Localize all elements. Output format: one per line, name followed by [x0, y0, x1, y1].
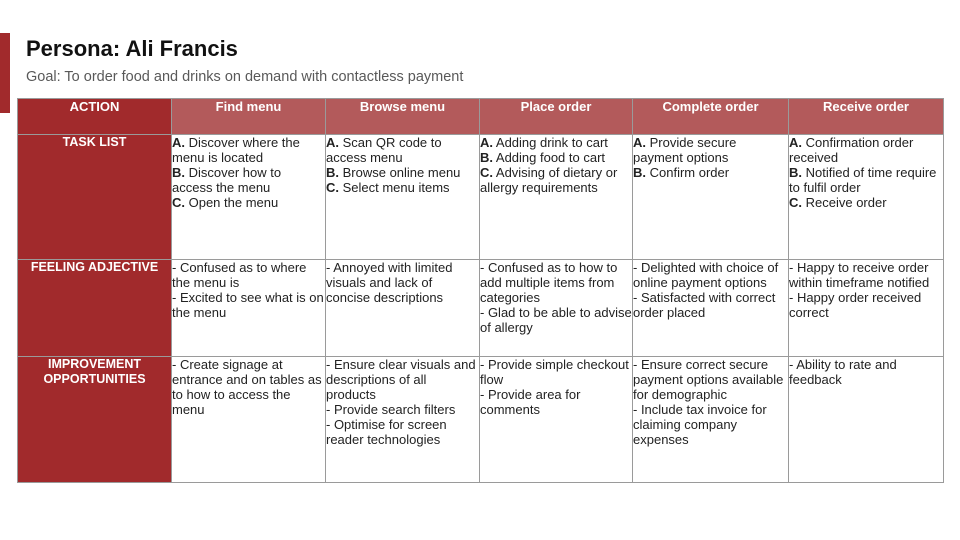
cell-line — [480, 135, 632, 150]
item-text: - Annoyed with limited visuals and lack of concise descriptions — [326, 260, 453, 305]
cell-line — [633, 402, 788, 447]
item-text: Receive order — [802, 195, 887, 210]
cell-find-menu — [172, 135, 326, 260]
item-letter: B. — [633, 165, 646, 180]
item-text: - Delighted with choice of online payment options — [633, 260, 779, 290]
cell-complete-order — [633, 357, 789, 483]
item-text: - Include tax invoice for claiming company expenses — [633, 402, 767, 447]
item-text: Advising of dietary or allergy requirements — [480, 165, 618, 195]
cell-line — [326, 417, 479, 447]
item-text: Select menu items — [339, 180, 450, 195]
item-letter: A. — [172, 135, 185, 150]
item-letter: C. — [172, 195, 185, 210]
item-text: Adding drink to cart — [493, 135, 608, 150]
cell-complete-order — [633, 135, 789, 260]
item-text: - Confused as to where the menu is — [172, 260, 307, 290]
table-header-row — [18, 99, 944, 135]
accent-bar — [0, 33, 10, 113]
item-letter: B. — [326, 165, 339, 180]
cell-browse-menu — [326, 135, 480, 260]
cell-line — [172, 290, 325, 320]
cell-receive-order — [789, 357, 944, 483]
item-letter: B. — [480, 150, 493, 165]
page-title: Persona: Ali Francis — [26, 36, 238, 61]
cell-line — [633, 260, 788, 290]
cell-line — [633, 135, 788, 165]
item-letter: A. — [633, 135, 646, 150]
stage-header-receive-order: Receive order — [789, 99, 944, 135]
row-header: IMPROVEMENT OPPORTUNITIES — [18, 357, 172, 483]
cell-find-menu — [172, 357, 326, 483]
item-text: - Optimise for screen reader technologies — [326, 417, 447, 447]
stage-header-complete-order: Complete order — [633, 99, 789, 135]
cell-line — [480, 305, 632, 335]
item-text: Browse online menu — [339, 165, 461, 180]
item-text: Confirm order — [646, 165, 730, 180]
customer-journey-table — [17, 98, 944, 483]
cell-line — [480, 260, 632, 305]
row-header: FEELING ADJECTIVE — [18, 260, 172, 357]
improvement-opportunities-row — [18, 357, 944, 483]
cell-line — [789, 165, 943, 195]
cell-line — [326, 180, 479, 195]
cell-line — [326, 402, 479, 417]
cell-line — [172, 165, 325, 195]
cell-complete-order — [633, 260, 789, 357]
cell-line — [326, 260, 479, 305]
item-text: - Happy to receive order within timeframe notified — [789, 260, 930, 290]
item-text: Adding food to cart — [493, 150, 606, 165]
item-text: - Excited to see what is on the menu — [172, 290, 324, 320]
cell-line — [480, 387, 632, 417]
cell-place-order — [480, 135, 633, 260]
cell-line — [172, 260, 325, 290]
cell-line — [172, 135, 325, 165]
cell-line — [789, 290, 943, 320]
item-letter: C. — [480, 165, 493, 180]
item-letter: C. — [789, 195, 802, 210]
item-text: - Glad to be able to advise of allergy — [480, 305, 632, 335]
item-text: - Provide area for comments — [480, 387, 581, 417]
item-letter: B. — [789, 165, 802, 180]
cell-find-menu — [172, 260, 326, 357]
cell-receive-order — [789, 260, 944, 357]
item-text: Confirmation order received — [789, 135, 914, 165]
item-letter: A. — [789, 135, 802, 150]
stage-header-browse-menu: Browse menu — [326, 99, 480, 135]
persona-goal: Goal: To order food and drinks on demand with contactless payment — [26, 69, 464, 85]
row-header: TASK LIST — [18, 135, 172, 260]
item-text: Open the menu — [185, 195, 279, 210]
stage-header-find-menu: Find menu — [172, 99, 326, 135]
cell-place-order — [480, 357, 633, 483]
cell-receive-order — [789, 135, 944, 260]
item-letter: B. — [172, 165, 185, 180]
stage-header-place-order: Place order — [480, 99, 633, 135]
cell-browse-menu — [326, 260, 480, 357]
item-text: - Ability to rate and feedback — [789, 357, 897, 387]
item-text: Discover how to access the menu — [172, 165, 282, 195]
cell-line — [789, 260, 943, 290]
cell-line — [172, 357, 325, 417]
cell-line — [633, 290, 788, 320]
item-text: - Ensure clear visuals and descriptions of all products — [326, 357, 476, 402]
action-header: ACTION — [18, 99, 172, 135]
item-text: Discover where the menu is located — [172, 135, 300, 165]
item-text: Scan QR code to access menu — [326, 135, 442, 165]
cell-line — [326, 135, 479, 165]
item-text: Provide secure payment options — [633, 135, 737, 165]
cell-line — [789, 357, 943, 387]
item-letter: A. — [480, 135, 493, 150]
cell-line — [480, 150, 632, 165]
cell-line — [326, 165, 479, 180]
cell-place-order — [480, 260, 633, 357]
cell-line — [480, 357, 632, 387]
cell-line — [633, 165, 788, 180]
item-text: - Happy order received correct — [789, 290, 922, 320]
item-text: - Satisfacted with correct order placed — [633, 290, 776, 320]
item-text: - Create signage at entrance and on tables as to how to access the menu — [172, 357, 322, 417]
item-text: - Provide simple checkout flow — [480, 357, 629, 387]
cell-line — [480, 165, 632, 195]
feeling-adjective-row — [18, 260, 944, 357]
cell-line — [172, 195, 325, 210]
item-text: - Confused as to how to add multiple items from categories — [480, 260, 618, 305]
item-letter: C. — [326, 180, 339, 195]
item-text: - Provide search filters — [326, 402, 456, 417]
cell-line — [789, 135, 943, 165]
item-text: - Ensure correct secure payment options available for demographic — [633, 357, 784, 402]
cell-line — [633, 357, 788, 402]
item-text: Notified of time require to fulfil order — [789, 165, 937, 195]
cell-browse-menu — [326, 357, 480, 483]
cell-line — [326, 357, 479, 402]
task-list-row — [18, 135, 944, 260]
item-letter: A. — [326, 135, 339, 150]
cell-line — [789, 195, 943, 210]
